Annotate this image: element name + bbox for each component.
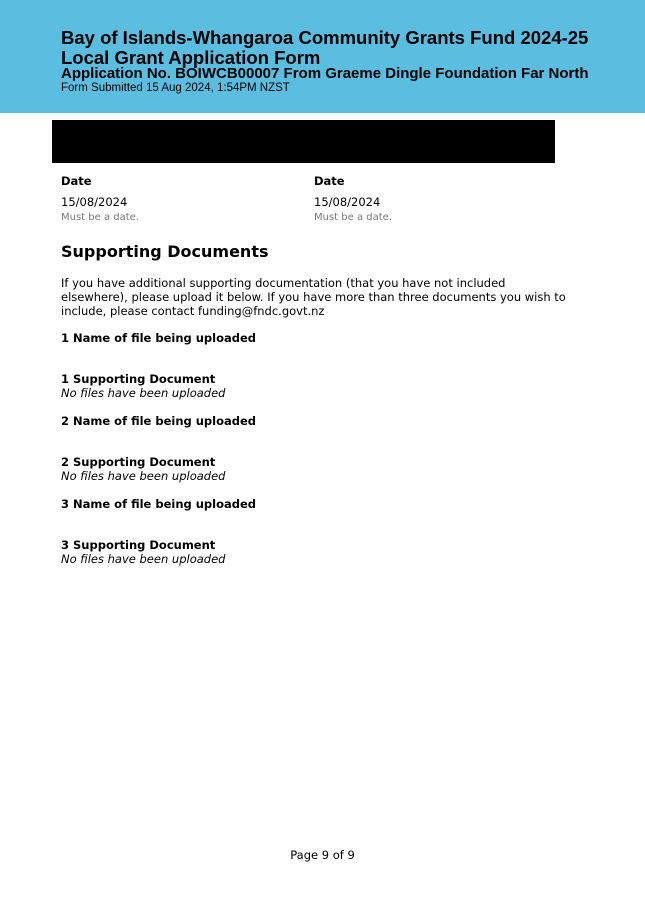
supporting-document-label: 1 Supporting Document [61,372,216,386]
supporting-document-label: 3 Supporting Document [61,538,216,552]
upload-status: No files have been uploaded [61,469,226,483]
document-entry-3 [61,497,561,511]
file-name-label: 3 Name of file being uploaded [61,497,257,511]
redacted-block [52,120,555,163]
date-field-left [61,174,301,224]
date-hint: Must be a date. [314,212,392,223]
header-banner [0,0,645,113]
date-hint: Must be a date. [61,212,139,223]
date-value: 15/08/2024 [61,195,128,209]
file-name-label: 1 Name of file being uploaded [61,331,257,345]
document-upload-2 [61,455,561,483]
section-intro: If you have additional supporting documentation (that you have not included elsewhere), please upload it below. If you have more than three documents you wish to include, please contact funding@fndc.govt.nz [61,276,566,318]
document-upload-1 [61,372,561,400]
supporting-document-label: 2 Supporting Document [61,455,216,469]
document-upload-3 [61,538,561,566]
submitted-timestamp: Form Submitted 15 Aug 2024, 1:54PM NZST [61,82,290,94]
date-value: 15/08/2024 [314,195,381,209]
application-number: Application No. BOIWCB00007 From Graeme Dingle Foundation Far North [61,65,589,82]
form-subtitle: Local Grant Application Form [61,47,321,68]
upload-status: No files have been uploaded [61,386,226,400]
document-entry-1 [61,331,561,345]
form-title: Bay of Islands-Whangaroa Community Grants Fund 2024-25 [61,27,589,48]
date-field-right [314,174,554,224]
document-entry-2 [61,414,561,428]
section-title: Supporting Documents [61,242,269,261]
upload-status: No files have been uploaded [61,552,226,566]
file-name-label: 2 Name of file being uploaded [61,414,257,428]
page-number: Page 9 of 9 [290,848,355,862]
date-label: Date [61,174,92,188]
date-label: Date [314,174,345,188]
